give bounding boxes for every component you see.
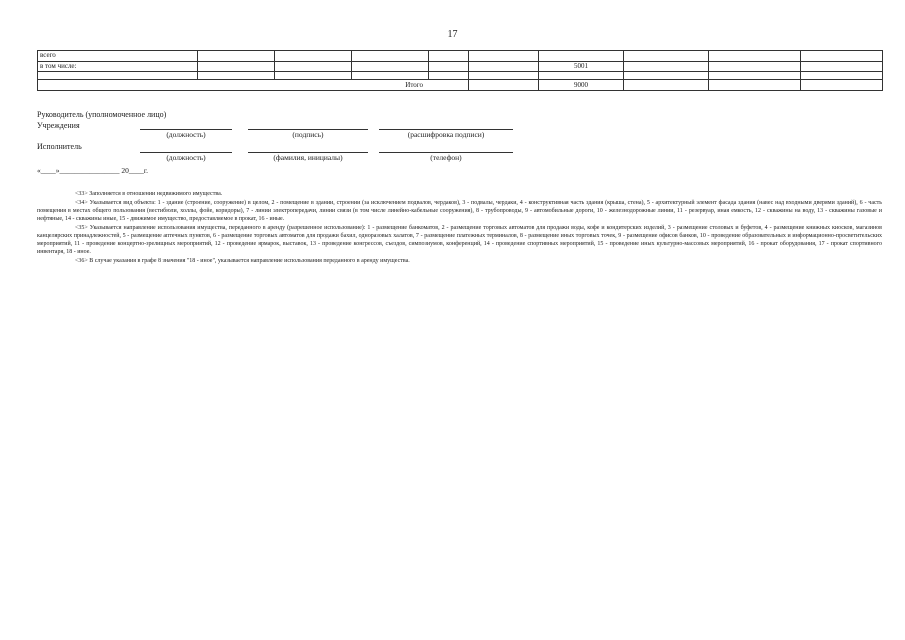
institution-label: Учреждения [37,121,80,130]
head-caption-decoding: (расшифровка подписи) [407,130,485,139]
footnote-34: <34> Указывается вид объекта: 1 - здание (строение, сооружение) в целом, 2 - помещение в здании, строении (за исключением подвалов, чердаков), 3 - подвалы, чердаки, 4 - конструктивная часть здания (крыша, стена), 5 - архитектурный элемент фасада здания (навес над входными дверями зданий), 6 - часть помещения в местах общего пользования (вестибюли, холлы, фойе, коридоры), 7 - линии электропередачи, линии связи (в том числе линейно-кабельные сооружения), 8 - трубопроводы, 9 - автомобильные дороги, 10 - железнодорожные линии, 11 - резервуар, иная емкость, 12 - скважины на воду, 13 - скважины газовые и нефтяные, 14 - скважины иные, 15 - движимое имущество, предоставляемое в прокат, 16 - иные. [37,200,882,222]
head-caption-signature: (подпись) [292,130,324,139]
footnote-35: <35> Указывается направление использования имущества, переданного в аренду (разрешенное использование): 1 - размещение банкоматов, 2 - размещение торговых автоматов для продажи воды, кофе и кондитерских изделий, 3 - размещение столовых и буфетов, 4 - размещение книжных киосков, магазинов канцелярских принадлежностей, 5 - размещение аптечных пунктов, 6 - размещение торговых автоматов для продажи бахил, одноразовых халатов, 7 - размещение платежных терминалов, 8 - размещение иных торговых точек, 9 - размещение офисов банков, 10 - проведение образовательных и информационно-просветительских мероприятий, 11 - проведение концертно-зрелищных мероприятий, 12 - проведение ярмарок, выставок, 13 - проведение конгрессов, съездов, симпозиумов, конференций, 14 - проведение спортивных мероприятий, 15 - проведение иных культурно-массовых мероприятий, 16 - прокат оборудования, 17 - прокат спортивного инвентаря, 18 - иное. [37,225,882,255]
footnotes [37,190,882,265]
head-caption-position: (должность) [166,130,206,139]
executor-label: Исполнитель [37,142,82,151]
table-row-empty [38,72,883,80]
table-row-total [38,51,883,62]
row-label: всего [38,51,198,62]
table-row-including [38,61,883,72]
summary-table [37,50,883,91]
date-line: «____»________________ 20____г. [37,166,148,175]
executor-caption-phone: (телефон) [430,153,462,162]
table-row-itogo [38,80,883,91]
row-value: 9000 [539,80,624,91]
head-label: Руководитель (уполномоченное лицо) [37,110,167,119]
row-label: в том числе: [38,61,198,72]
footnote-36: <36> В случае указания в графе 8 значения "18 - иное", указывается направление использования переданного в аренду имущества. [75,258,410,264]
row-value: 5001 [539,61,624,72]
footnote-33: <33> Заполняется в отношении недвижимого имущества. [75,191,223,197]
row-label: Итого [38,80,469,91]
executor-caption-position: (должность) [166,153,206,162]
executor-caption-name: (фамилия, инициалы) [273,153,343,162]
page-number: 17 [447,29,458,40]
